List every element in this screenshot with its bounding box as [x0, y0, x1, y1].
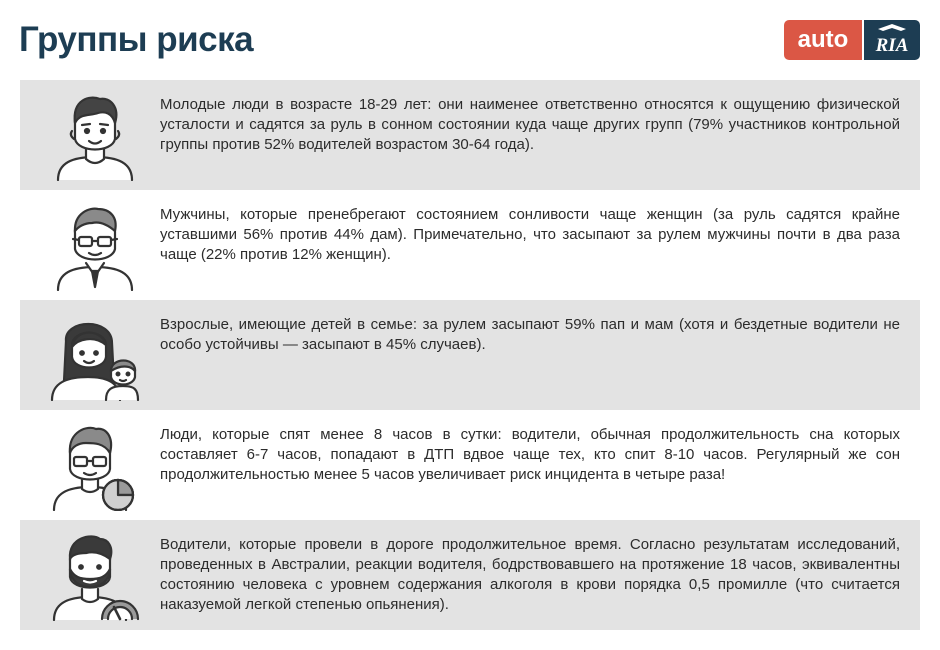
- risk-group-text: Люди, которые спят менее 8 часов в сутки: водители, обычная продолжительность сна которых составляет 6-7 часов, попадают в ДТП вдвое чаще тех, кто спит 8-10 часов. Регулярный же сон продолжительностью менее 5 часов увеличивает риск инцидента в четыре раза!: [160, 426, 900, 483]
- autoria-logo[interactable]: [784, 20, 920, 60]
- risk-group-row: [20, 520, 920, 630]
- mother-with-child-icon: [50, 311, 140, 401]
- man-with-clock-icon: [50, 421, 140, 511]
- risk-group-text: Взрослые, имеющие детей в семье: за рулем засыпают 59% пап и мам (хотя и бездетные водители не особо устойчивы — засыпают в 45% случаев).: [160, 316, 900, 353]
- risk-group-text: Мужчины, которые пренебрегают состоянием сонливости чаще женщин (за руль садятся крайне уставшими 56% против 44% дам). Примечательно, что засыпают за рулем мужчины почти в два раза чаще (22% против 12% женщин).: [160, 206, 900, 263]
- risk-group-row: [20, 300, 920, 410]
- bearded-man-speedometer-icon: [50, 531, 140, 621]
- logo-ria-text: RIA: [875, 35, 909, 56]
- logo-ria: [864, 20, 920, 60]
- risk-group-row: [20, 80, 920, 190]
- risk-group-row: [20, 410, 920, 520]
- man-with-glasses-tie-icon: [50, 201, 140, 291]
- page-title: Группы риска: [19, 20, 254, 59]
- logo-ria-mark: [864, 20, 920, 60]
- risk-group-text: Молодые люди в возрасте 18-29 лет: они наименее ответственно относятся к ощущению физической усталости и садятся за руль в сонном состоянии куда чаще других групп (79% участников контрольной группы против 52% водителей возрастом 30-64 года).: [160, 96, 900, 153]
- young-man-icon: [50, 91, 140, 181]
- risk-groups-list: [20, 80, 920, 630]
- risk-group-text: Водители, которые провели в дороге продолжительное время. Согласно результатам исследований, проведенных в Австралии, реакции водителя, бодрствовавшего на протяжение 18 часов, эквивалентны состоянию человека с уровнем содержания алкоголя в крови порядка 0,5 промилле (что считается наказуемой легкой степенью опьянения).: [160, 536, 900, 613]
- logo-auto: auto: [784, 20, 862, 60]
- risk-group-row: [20, 190, 920, 300]
